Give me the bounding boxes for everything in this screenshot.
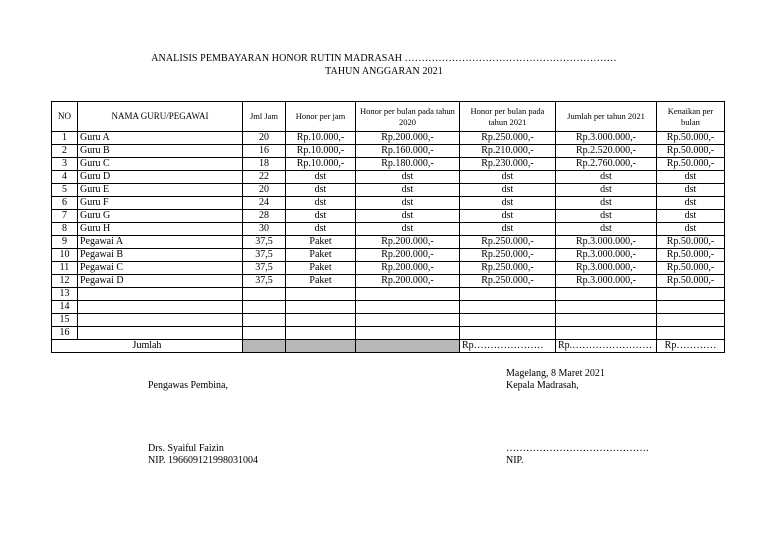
table-row — [52, 327, 725, 340]
cell-col-monthly-2020: Rp.200.000,- — [356, 236, 460, 249]
cell-col-monthly-2020: Rp.160.000,- — [356, 145, 460, 158]
cell-col-hourly — [286, 301, 356, 314]
cell-col-raise: dst — [657, 197, 725, 210]
cell-col-monthly-2021: Rp.250.000,- — [460, 249, 556, 262]
cell-col-hours: 16 — [243, 145, 286, 158]
cell-col-hourly — [286, 314, 356, 327]
cell-col-no: 14 — [52, 301, 78, 314]
headmaster-nip: NIP. — [506, 455, 524, 466]
total-label: Jumlah — [52, 340, 243, 353]
cell-col-monthly-2021: dst — [460, 210, 556, 223]
cell-col-hourly: dst — [286, 171, 356, 184]
cell-col-hours: 28 — [243, 210, 286, 223]
cell-col-yearly-2021: dst — [556, 197, 657, 210]
cell-col-monthly-2020: Rp.200.000,- — [356, 262, 460, 275]
cell-col-hourly: Rp.10.000,- — [286, 158, 356, 171]
cell-col-raise: Rp.50.000,- — [657, 275, 725, 288]
cell-col-hourly: dst — [286, 210, 356, 223]
cell-col-monthly-2020: dst — [356, 184, 460, 197]
cell-col-monthly-2021: dst — [460, 171, 556, 184]
cell-col-name: Pegawai B — [78, 249, 243, 262]
cell-col-name: Guru C — [78, 158, 243, 171]
cell-col-name: Pegawai C — [78, 262, 243, 275]
cell-col-no: 10 — [52, 249, 78, 262]
cell-col-raise: dst — [657, 223, 725, 236]
cell-col-monthly-2020: Rp.200.000,- — [356, 249, 460, 262]
cell-col-monthly-2021: Rp.250.000,- — [460, 236, 556, 249]
table-row — [52, 210, 725, 223]
cell-col-monthly-2021: Rp.230.000,- — [460, 158, 556, 171]
cell-col-no: 15 — [52, 314, 78, 327]
cell-col-yearly-2021: Rp.3.000.000,- — [556, 275, 657, 288]
cell-col-raise: Rp.50.000,- — [657, 132, 725, 145]
cell-col-yearly-2021: Rp.2.520.000,- — [556, 145, 657, 158]
cell-col-hours: 20 — [243, 184, 286, 197]
header-col-monthly-2020: Honor per bulan pada tahun 2020 — [356, 102, 460, 132]
total-shaded-cell — [243, 340, 286, 353]
table-row — [52, 314, 725, 327]
cell-col-hours — [243, 288, 286, 301]
cell-col-no: 2 — [52, 145, 78, 158]
cell-col-yearly-2021: dst — [556, 171, 657, 184]
total-shaded-cell — [286, 340, 356, 353]
cell-col-hourly: Rp.10.000,- — [286, 132, 356, 145]
cell-col-yearly-2021: Rp.2.760.000,- — [556, 158, 657, 171]
header-col-yearly-2021: Jumlah per tahun 2021 — [556, 102, 657, 132]
table-row — [52, 132, 725, 145]
document-subtitle: TAHUN ANGGARAN 2021 — [325, 66, 443, 77]
cell-col-raise: dst — [657, 210, 725, 223]
cell-col-name: Guru G — [78, 210, 243, 223]
cell-col-monthly-2020: dst — [356, 210, 460, 223]
cell-col-monthly-2021: dst — [460, 184, 556, 197]
cell-col-no: 9 — [52, 236, 78, 249]
cell-col-raise: Rp.50.000,- — [657, 249, 725, 262]
cell-col-name — [78, 314, 243, 327]
cell-col-monthly-2021: Rp.250.000,- — [460, 275, 556, 288]
cell-col-name — [78, 301, 243, 314]
total-raise: Rp………… — [657, 340, 725, 353]
cell-col-yearly-2021 — [556, 327, 657, 340]
cell-col-raise: Rp.50.000,- — [657, 158, 725, 171]
cell-col-raise — [657, 288, 725, 301]
cell-col-no: 5 — [52, 184, 78, 197]
cell-col-no: 6 — [52, 197, 78, 210]
cell-col-hours: 18 — [243, 158, 286, 171]
table-row — [52, 223, 725, 236]
place-date: Magelang, 8 Maret 2021 — [506, 368, 605, 379]
cell-col-monthly-2021 — [460, 327, 556, 340]
cell-col-yearly-2021: Rp.3.000.000,- — [556, 262, 657, 275]
total-shaded-cell — [356, 340, 460, 353]
header-col-raise: Kenaikan per bulan — [657, 102, 725, 132]
cell-col-monthly-2020: dst — [356, 197, 460, 210]
cell-col-raise: Rp.50.000,- — [657, 262, 725, 275]
cell-col-hours: 37,5 — [243, 275, 286, 288]
cell-col-yearly-2021 — [556, 288, 657, 301]
cell-col-raise: dst — [657, 184, 725, 197]
cell-col-monthly-2021: dst — [460, 223, 556, 236]
table-header-row — [52, 102, 725, 132]
header-col-monthly-2021: Honor per bulan pada tahun 2021 — [460, 102, 556, 132]
cell-col-hours: 20 — [243, 132, 286, 145]
cell-col-no: 4 — [52, 171, 78, 184]
cell-col-yearly-2021: dst — [556, 223, 657, 236]
cell-col-monthly-2020: Rp.200.000,- — [356, 275, 460, 288]
cell-col-monthly-2021: Rp.250.000,- — [460, 262, 556, 275]
header-col-no: NO — [52, 102, 78, 132]
table-row — [52, 275, 725, 288]
table-body — [52, 132, 725, 340]
total-2021: Rp………………… — [460, 340, 556, 353]
header-col-hours: Jml Jam — [243, 102, 286, 132]
cell-col-hours — [243, 314, 286, 327]
cell-col-hours: 24 — [243, 197, 286, 210]
table-row — [52, 249, 725, 262]
cell-col-hours: 37,5 — [243, 236, 286, 249]
cell-col-name: Guru B — [78, 145, 243, 158]
cell-col-monthly-2020: dst — [356, 223, 460, 236]
cell-col-no: 7 — [52, 210, 78, 223]
cell-col-yearly-2021: Rp.3.000.000,- — [556, 132, 657, 145]
table-row — [52, 301, 725, 314]
cell-col-no: 16 — [52, 327, 78, 340]
table-row — [52, 145, 725, 158]
cell-col-monthly-2020 — [356, 314, 460, 327]
document-title: ANALISIS PEMBAYARAN HONOR RUTIN MADRASAH ……………………………………………………… — [151, 53, 617, 64]
cell-col-name: Pegawai D — [78, 275, 243, 288]
cell-col-monthly-2020 — [356, 288, 460, 301]
honor-table — [51, 101, 725, 353]
cell-col-monthly-2021: Rp.250.000,- — [460, 132, 556, 145]
header-col-hourly: Honor per jam — [286, 102, 356, 132]
header-col-name: NAMA GURU/PEGAWAI — [78, 102, 243, 132]
cell-col-no: 1 — [52, 132, 78, 145]
cell-col-no: 8 — [52, 223, 78, 236]
cell-col-hourly: dst — [286, 184, 356, 197]
cell-col-name: Guru H — [78, 223, 243, 236]
table-row — [52, 288, 725, 301]
cell-col-name: Guru A — [78, 132, 243, 145]
cell-col-no: 12 — [52, 275, 78, 288]
table-row — [52, 197, 725, 210]
cell-col-monthly-2021 — [460, 301, 556, 314]
cell-col-hourly: Paket — [286, 249, 356, 262]
cell-col-no: 11 — [52, 262, 78, 275]
cell-col-raise — [657, 301, 725, 314]
cell-col-hours: 37,5 — [243, 262, 286, 275]
cell-col-hourly: Paket — [286, 236, 356, 249]
headmaster-title: Kepala Madrasah, — [506, 380, 579, 391]
cell-col-monthly-2020 — [356, 327, 460, 340]
cell-col-name: Guru D — [78, 171, 243, 184]
cell-col-hourly — [286, 288, 356, 301]
cell-col-hourly: Paket — [286, 275, 356, 288]
cell-col-raise — [657, 327, 725, 340]
cell-col-name — [78, 288, 243, 301]
cell-col-hourly: Paket — [286, 262, 356, 275]
cell-col-yearly-2021: Rp.3.000.000,- — [556, 236, 657, 249]
cell-col-raise — [657, 314, 725, 327]
table-row — [52, 236, 725, 249]
cell-col-hourly: Rp.10.000,- — [286, 145, 356, 158]
cell-col-yearly-2021 — [556, 301, 657, 314]
cell-col-yearly-2021: dst — [556, 184, 657, 197]
cell-col-no: 3 — [52, 158, 78, 171]
cell-col-monthly-2021 — [460, 314, 556, 327]
table-row — [52, 171, 725, 184]
cell-col-raise: Rp.50.000,- — [657, 236, 725, 249]
table-row — [52, 184, 725, 197]
cell-col-raise: dst — [657, 171, 725, 184]
total-row — [52, 340, 725, 353]
cell-col-hours — [243, 301, 286, 314]
cell-col-monthly-2021 — [460, 288, 556, 301]
cell-col-monthly-2020 — [356, 301, 460, 314]
cell-col-hours: 22 — [243, 171, 286, 184]
cell-col-hourly: dst — [286, 197, 356, 210]
total-year: Rp.…………………… — [556, 340, 657, 353]
cell-col-name: Guru F — [78, 197, 243, 210]
supervisor-nip: NIP. 196609121998031004 — [148, 455, 259, 466]
supervisor-name: Drs. Syaiful Faizin — [148, 443, 224, 454]
cell-col-raise: Rp.50.000,- — [657, 145, 725, 158]
cell-col-hourly — [286, 327, 356, 340]
cell-col-monthly-2021: Rp.210.000,- — [460, 145, 556, 158]
cell-col-monthly-2020: dst — [356, 171, 460, 184]
cell-col-hourly: dst — [286, 223, 356, 236]
table-row — [52, 262, 725, 275]
cell-col-name — [78, 327, 243, 340]
cell-col-yearly-2021: dst — [556, 210, 657, 223]
supervisor-title: Pengawas Pembina, — [148, 380, 228, 391]
cell-col-monthly-2020: Rp.180.000,- — [356, 158, 460, 171]
cell-col-monthly-2020: Rp.200.000,- — [356, 132, 460, 145]
cell-col-name: Pegawai A — [78, 236, 243, 249]
cell-col-hours: 30 — [243, 223, 286, 236]
cell-col-no: 13 — [52, 288, 78, 301]
headmaster-name: ……………………………………. — [506, 443, 649, 454]
cell-col-name: Guru E — [78, 184, 243, 197]
cell-col-monthly-2021: dst — [460, 197, 556, 210]
cell-col-hours: 37,5 — [243, 249, 286, 262]
cell-col-yearly-2021 — [556, 314, 657, 327]
table-row — [52, 158, 725, 171]
cell-col-yearly-2021: Rp.3.000.000,- — [556, 249, 657, 262]
cell-col-hours — [243, 327, 286, 340]
